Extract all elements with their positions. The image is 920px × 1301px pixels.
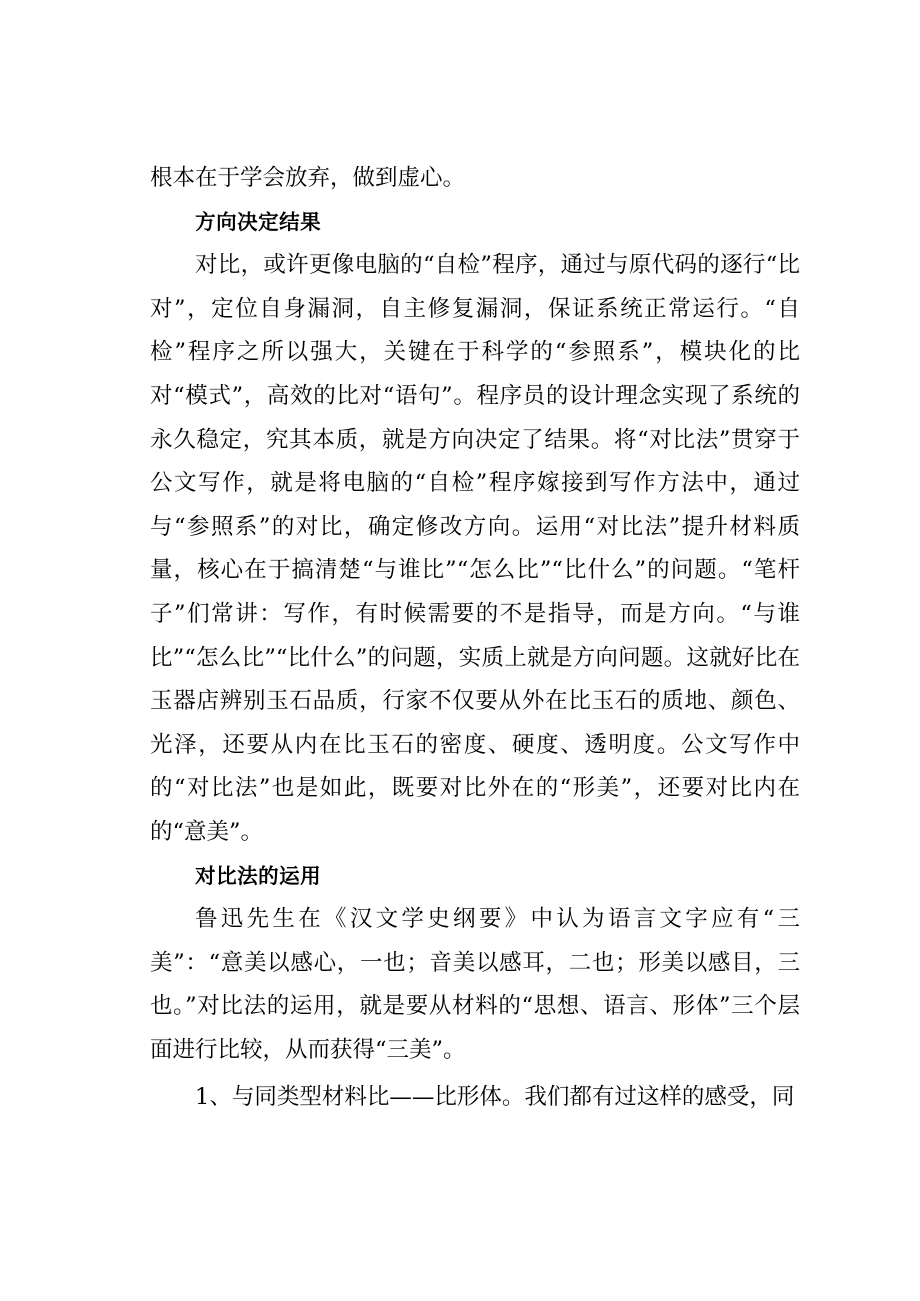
document-body bbox=[150, 157, 800, 1120]
numbered-paragraph: 1、与同类型材料比——比形体。我们都有过这样的感受，同 bbox=[195, 1084, 795, 1111]
section-heading-direction: 方向决定结果 bbox=[195, 209, 322, 234]
body-paragraph: 鲁迅先生在《汉文学史纲要》中认为语言文字应有“三美”：“意美以感心，一也；音美以感耳，二也；形美以感目，三也。”对比法的运用，就是要从材料的“思想、语言、形体”三个层面进行比较，从而获得“三美”。 bbox=[150, 906, 800, 1063]
body-paragraph: 对比，或许更像电脑的“自检”程序，通过与原代码的逐行“比对”，定位自身漏洞，自主修复漏洞，保证系统正常运行。“自检”程序之所以强大，关键在于科学的“参照系”，模块化的比对“模式”，高效的比对“语句”。程序员的设计理念实现了系统的永久稳定，究其本质，就是方向决定了结果。将“对比法”贯穿于公文写作，就是将电脑的“自检”程序嫁接到写作方法中，通过与“参照系”的对比，确定修改方向。运用“对比法”提升材料质量，核心在于搞清楚“与谁比”“怎么比”“比什么”的问题。“笔杆子”们常讲：写作，有时候需要的不是指导，而是方向。“与谁比”“怎么比”“比什么”的问题，实质上就是方向问题。这就好比在玉器店辨别玉石品质，行家不仅要从外在比玉石的质地、颜色、光泽，还要从内在比玉石的密度、硬度、透明度。公文写作中的“对比法”也是如此，既要对比外在的“形美”，还要对比内在的“意美”。 bbox=[150, 252, 800, 845]
continuation-paragraph: 根本在于学会放弃，做到虚心。 bbox=[150, 165, 466, 191]
section-heading-usage: 对比法的运用 bbox=[195, 863, 322, 888]
